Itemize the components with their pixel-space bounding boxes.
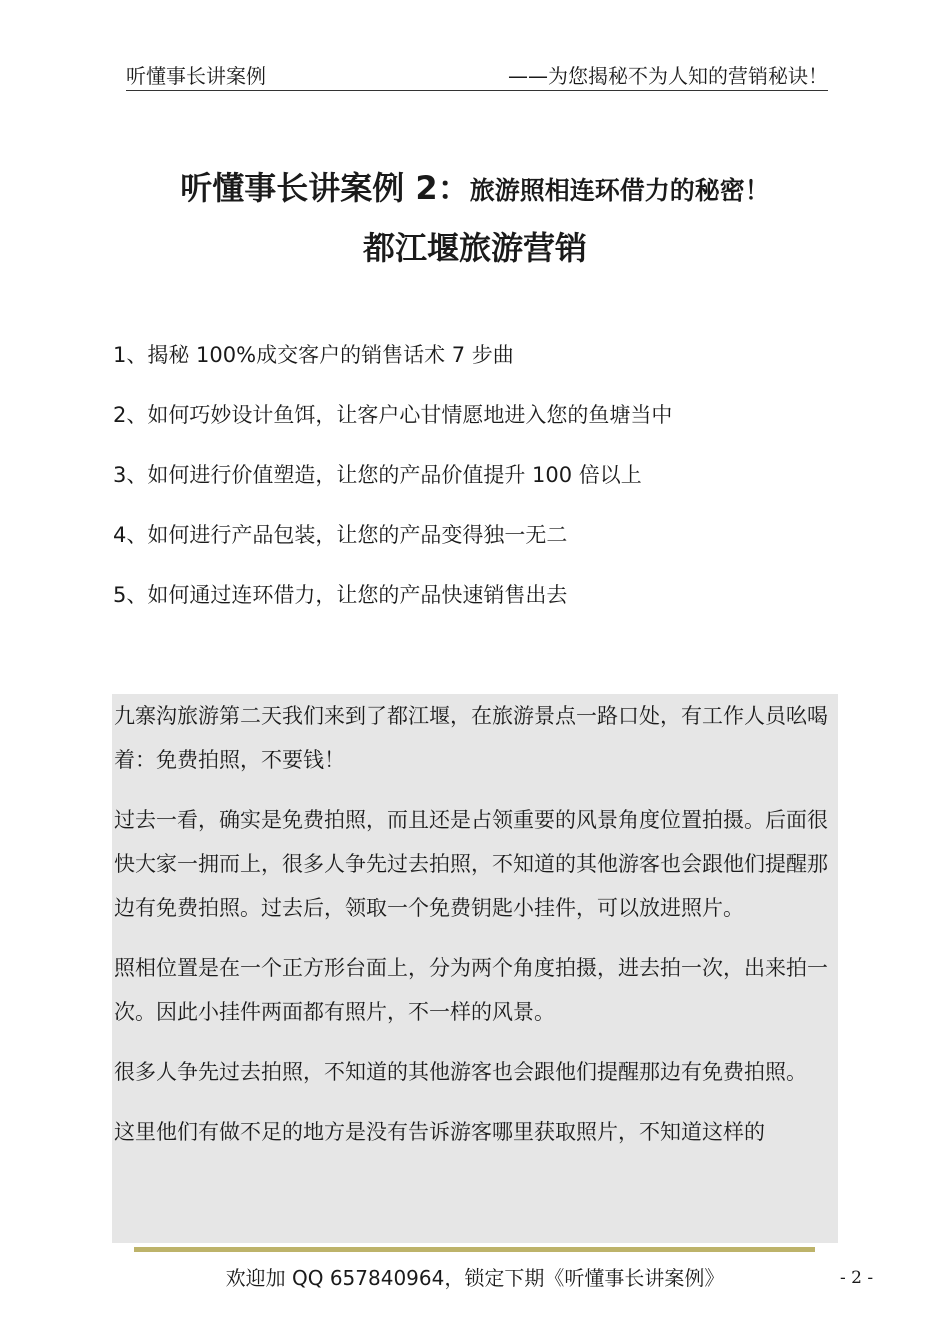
document-title [0,166,950,213]
footer-divider [134,1247,815,1252]
story-body [112,694,838,1243]
outline-item: 5、如何通过连环借力，让您的产品快速销售出去 [113,583,568,607]
outline-item: 4、如何进行产品包装，让您的产品变得独一无二 [113,523,568,547]
title-subtitle: 旅游照相连环借力的秘密！ [469,176,770,205]
outline-list [113,337,833,637]
body-paragraph: 过去一看，确实是免费拍照，而且还是占领重要的风景角度位置拍摄。后面很快大家一拥而上，很多人争先过去拍照，不知道的其他游客也会跟他们提醒那边有免费拍照。过去后，领取一个免费钥匙小挂件，可以放进照片。 [114,808,828,920]
outline-item: 2、如何巧妙设计鱼饵，让客户心甘情愿地进入您的鱼塘当中 [113,403,673,427]
title-main: 听懂事长讲案例 2： [180,169,470,207]
body-paragraph: 九寨沟旅游第二天我们来到了都江堰，在旅游景点一路口处，有工作人员吆喝着：免费拍照，不要钱！ [114,704,828,772]
body-paragraph: 照相位置是在一个正方形台面上，分为两个角度拍摄，进去拍一次，出来拍一次。因此小挂件两面都有照片，不一样的风景。 [114,956,828,1024]
outline-item: 1、揭秘 100%成交客户的销售话术 7 步曲 [113,343,514,367]
body-paragraph: 很多人争先过去拍照，不知道的其他游客也会跟他们提醒那边有免费拍照。 [114,1060,807,1084]
header-series-name: 听懂事长讲案例 [126,64,266,88]
header-tagline: ——为您揭秘不为人知的营销秘诀！ [508,64,828,88]
page-header [126,62,828,91]
body-paragraph: 这里他们有做不足的地方是没有告诉游客哪里获取照片，不知道这样的 [114,1120,765,1144]
page-number: - 2 - [840,1268,874,1288]
footer-contact: 欢迎加 QQ 657840964，锁定下期《听懂事长讲案例》 [225,1266,725,1290]
outline-item: 3、如何进行价值塑造，让您的产品价值提升 100 倍以上 [113,463,642,487]
document-title-line2: 都江堰旅游营销 [362,229,587,267]
